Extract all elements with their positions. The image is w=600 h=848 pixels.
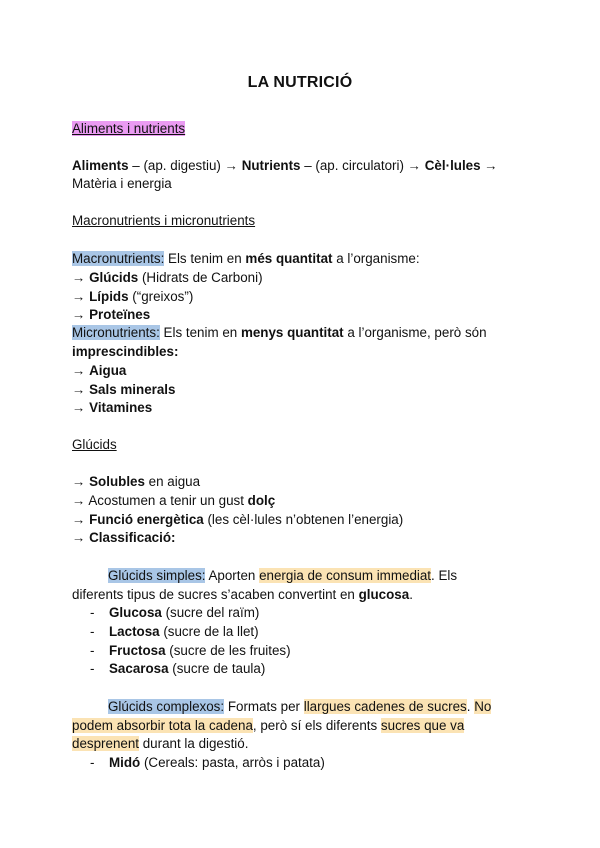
text: → Acostumen a tenir un gust [72, 493, 248, 508]
text: (“greixos”) [128, 289, 194, 304]
complex-glucids-line-2 [72, 717, 464, 735]
list-item [72, 306, 150, 324]
heading-text: Macronutrients i micronutrients [72, 213, 256, 228]
macro-label: Macronutrients: [72, 251, 165, 266]
highlight-text: podem absorbir tota la cadena [72, 718, 253, 733]
text: a l’organisme, però són [343, 325, 487, 340]
arrow: → [72, 363, 90, 378]
complex-glucids-line-1 [108, 698, 491, 716]
text: (sucre de taula) [168, 661, 266, 676]
text: . [466, 699, 475, 714]
micro-definition-cont [72, 343, 178, 361]
bold-text: Sacarosa [109, 661, 169, 676]
bold-text: Sals minerals [89, 382, 176, 397]
text: Formats per [224, 699, 304, 714]
highlight-text: llargues cadenes de sucres [303, 699, 467, 714]
text: Aporten [205, 568, 260, 583]
flow-materia: Matèria i energia [72, 176, 172, 191]
list-item [109, 660, 265, 678]
text: (les cèl·lules n’obtenen l’energia) [203, 512, 404, 527]
bold-text: Aigua [89, 363, 127, 378]
flow-aliments: Aliments [72, 158, 129, 173]
bold-text: dolç [247, 493, 276, 508]
flow-text: → [480, 158, 498, 173]
property-line [72, 473, 200, 491]
section-heading-macro-micro [72, 212, 255, 230]
flow-line-1 [72, 157, 498, 175]
bold-text: Proteïnes [89, 307, 151, 322]
bold-text: Lactosa [109, 624, 160, 639]
micro-definition [72, 324, 487, 342]
bold-text: Classificació: [89, 530, 176, 545]
bold-text: imprescindibles: [72, 344, 179, 359]
property-line [72, 511, 403, 529]
flow-text: – (ap. digestiu) → [128, 158, 242, 173]
text: . [409, 587, 413, 602]
text: Els tenim en [159, 325, 241, 340]
complex-glucids-line-3 [72, 735, 248, 753]
text: (sucre del raïm) [161, 605, 260, 620]
page-title: LA NUTRICIÓ [247, 74, 353, 91]
heading-text: Aliments i nutrients [72, 121, 186, 136]
text: (Cereals: pasta, arròs i patata) [140, 755, 325, 770]
complex-label: Glúcids complexos: [108, 699, 225, 714]
bold-text: Funció energètica [89, 512, 204, 527]
bold-text: Glucosa [109, 605, 162, 620]
text: durant la digestió. [139, 736, 249, 751]
dash-bullet: - [90, 605, 95, 620]
property-line [72, 492, 275, 510]
text: . Els [431, 568, 458, 583]
flow-line-2 [72, 175, 172, 193]
list-item [72, 362, 126, 380]
highlight-text: No [474, 699, 492, 714]
highlight-text: desprenent [72, 736, 140, 751]
arrow: → [72, 512, 90, 527]
arrow: → [72, 289, 90, 304]
text: Els tenim en [164, 251, 246, 266]
bold-text: Glúcids [89, 270, 139, 285]
bold-text: glucosa [358, 587, 410, 602]
dash-bullet: - [90, 661, 95, 676]
highlight-text: energia de consum immediat [259, 568, 432, 583]
dash-bullet: - [90, 755, 95, 770]
list-item [109, 642, 291, 660]
flow-text: – (ap. circulatori) → [300, 158, 425, 173]
bold-text: Midó [109, 755, 141, 770]
flow-nutrients: Nutrients [241, 158, 301, 173]
list-item [72, 269, 263, 287]
arrow: → [72, 307, 90, 322]
list-item [72, 399, 152, 417]
heading-text: Glúcids [72, 437, 117, 452]
flow-cellules: Cèl·lules [424, 158, 481, 173]
arrow: → [72, 530, 90, 545]
list-item [109, 623, 259, 641]
simple-label: Glúcids simples: [108, 568, 206, 583]
section-heading-aliments [72, 120, 185, 138]
bold-text: més quantitat [245, 251, 333, 266]
text: en aigua [144, 474, 201, 489]
micro-label: Micronutrients: [72, 325, 160, 340]
section-heading-glucids [72, 436, 117, 454]
text: , però sí els diferents [252, 718, 381, 733]
bold-text: Vitamines [89, 400, 153, 415]
highlight-text: sucres que va [380, 718, 465, 733]
macro-definition [72, 250, 420, 268]
list-item [72, 288, 193, 306]
text: diferents tipus de sucres s’acaben convertint en [72, 587, 359, 602]
list-item [109, 754, 325, 772]
arrow: → [72, 400, 90, 415]
arrow: → [72, 270, 90, 285]
list-item [72, 381, 175, 399]
text: (sucre de les fruites) [165, 643, 291, 658]
text: a l’organisme: [332, 251, 420, 266]
bold-text: Lípids [89, 289, 129, 304]
simple-glucids-line-2 [72, 586, 413, 604]
property-line [72, 529, 175, 547]
bold-text: menys quantitat [240, 325, 344, 340]
list-item [109, 604, 259, 622]
simple-glucids-line-1 [108, 567, 457, 585]
arrow: → [72, 382, 90, 397]
bold-text: Fructosa [109, 643, 166, 658]
text: (sucre de la llet) [159, 624, 259, 639]
arrow: → [72, 474, 90, 489]
text: (Hidrats de Carboni) [138, 270, 263, 285]
dash-bullet: - [90, 624, 95, 639]
bold-text: Solubles [89, 474, 145, 489]
dash-bullet: - [90, 643, 95, 658]
